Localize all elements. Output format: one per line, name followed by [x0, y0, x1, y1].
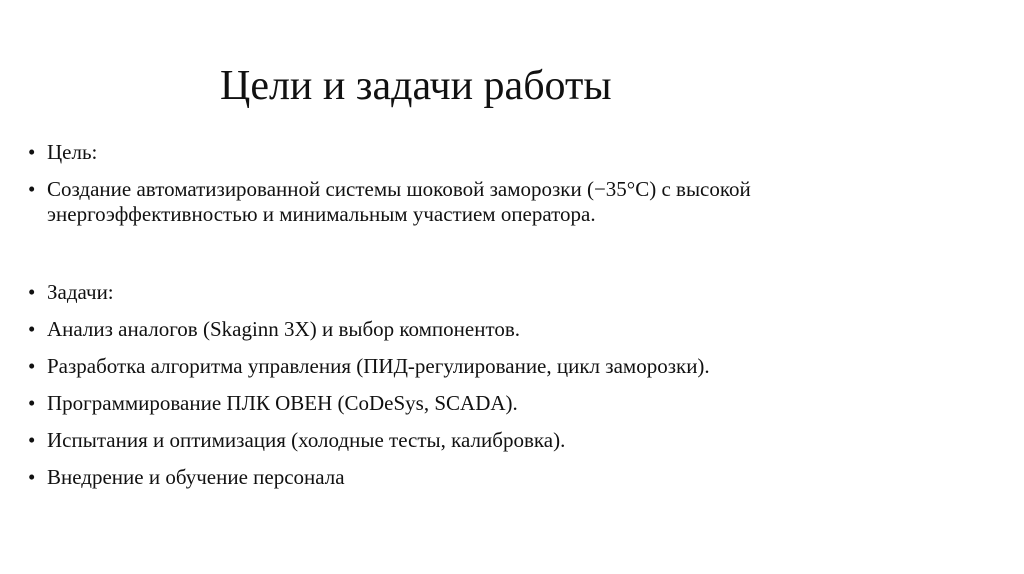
section-spacer: [28, 239, 948, 280]
list-item-text: Внедрение и обучение персонала: [47, 465, 345, 489]
list-item-task: [28, 428, 948, 453]
list-item-text: Испытания и оптимизация (холодные тесты, калибровка).: [47, 428, 566, 452]
bullet-icon: •: [28, 317, 36, 341]
list-item-task: [28, 354, 948, 379]
bullet-icon: •: [28, 280, 36, 304]
bullet-icon: •: [28, 428, 36, 452]
bullet-icon: •: [28, 465, 36, 489]
list-item-goal-text: [28, 177, 948, 227]
list-item-text: Цель:: [47, 140, 98, 164]
list-item-task: [28, 317, 948, 342]
list-item-text: Задачи:: [47, 280, 114, 304]
list-item-goal-heading: [28, 140, 948, 165]
slide-title: Цели и задачи работы: [220, 63, 612, 109]
list-item-text: Программирование ПЛК ОВЕН (CoDeSys, SCADA).: [47, 391, 518, 415]
bullet-icon: •: [28, 140, 36, 164]
list-item-text: Создание автоматизированной системы шоковой заморозки (−35°C) с высокой энергоэффективностью и минимальным участием оператора.: [47, 177, 751, 226]
bullet-list: [28, 140, 948, 502]
list-item-task: [28, 391, 948, 416]
list-item-task: [28, 465, 948, 490]
bullet-icon: •: [28, 391, 36, 415]
bullet-icon: •: [28, 354, 36, 378]
bullet-icon: •: [28, 177, 36, 201]
list-item-text: Анализ аналогов (Skaginn 3X) и выбор компонентов.: [47, 317, 521, 341]
list-item-text: Разработка алгоритма управления (ПИД-регулирование, цикл заморозки).: [47, 354, 710, 378]
list-item-tasks-heading: [28, 280, 948, 305]
